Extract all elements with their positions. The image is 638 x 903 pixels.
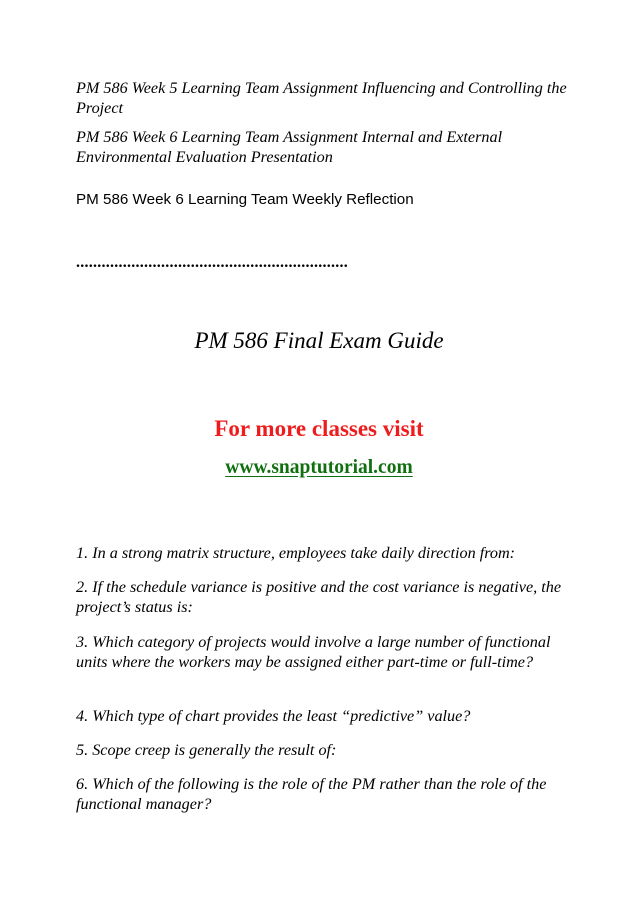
question-4: 4. Which type of chart provides the least “predictive” value? bbox=[76, 707, 471, 725]
course-item-week6-weekly-reflection: PM 586 Week 6 Learning Team Weekly Reflection bbox=[76, 191, 414, 208]
question-1: 1. In a strong matrix structure, employees take daily direction from: bbox=[76, 544, 516, 562]
course-item-week5-team-assignment: PM 586 Week 5 Learning Team Assignment Influencing and Controlling the Project bbox=[76, 79, 567, 117]
site-link[interactable] bbox=[0, 455, 638, 481]
exam-guide-title bbox=[0, 326, 638, 356]
question-6: 6. Which of the following is the role of the PM rather than the role of the functional manager? bbox=[76, 775, 547, 813]
question-2: 2. If the schedule variance is positive and the cost variance is negative, the project’s status is: bbox=[76, 578, 562, 616]
question-5: 5. Scope creep is generally the result of: bbox=[76, 741, 337, 759]
exam-guide-title-text: PM 586 Final Exam Guide bbox=[194, 328, 444, 353]
dotted-separator: ................................................................ bbox=[76, 254, 348, 271]
question-3: 3. Which category of projects would involve a large number of functional units where the workers may be assigned either part-time or full-time? bbox=[76, 633, 551, 671]
site-link-text[interactable]: www.snaptutorial.com bbox=[225, 457, 413, 478]
visit-promo-text: For more classes visit bbox=[214, 416, 424, 441]
course-item-week6-team-assignment: PM 586 Week 6 Learning Team Assignment Internal and External Environmental Evaluation Presentation bbox=[76, 128, 503, 166]
